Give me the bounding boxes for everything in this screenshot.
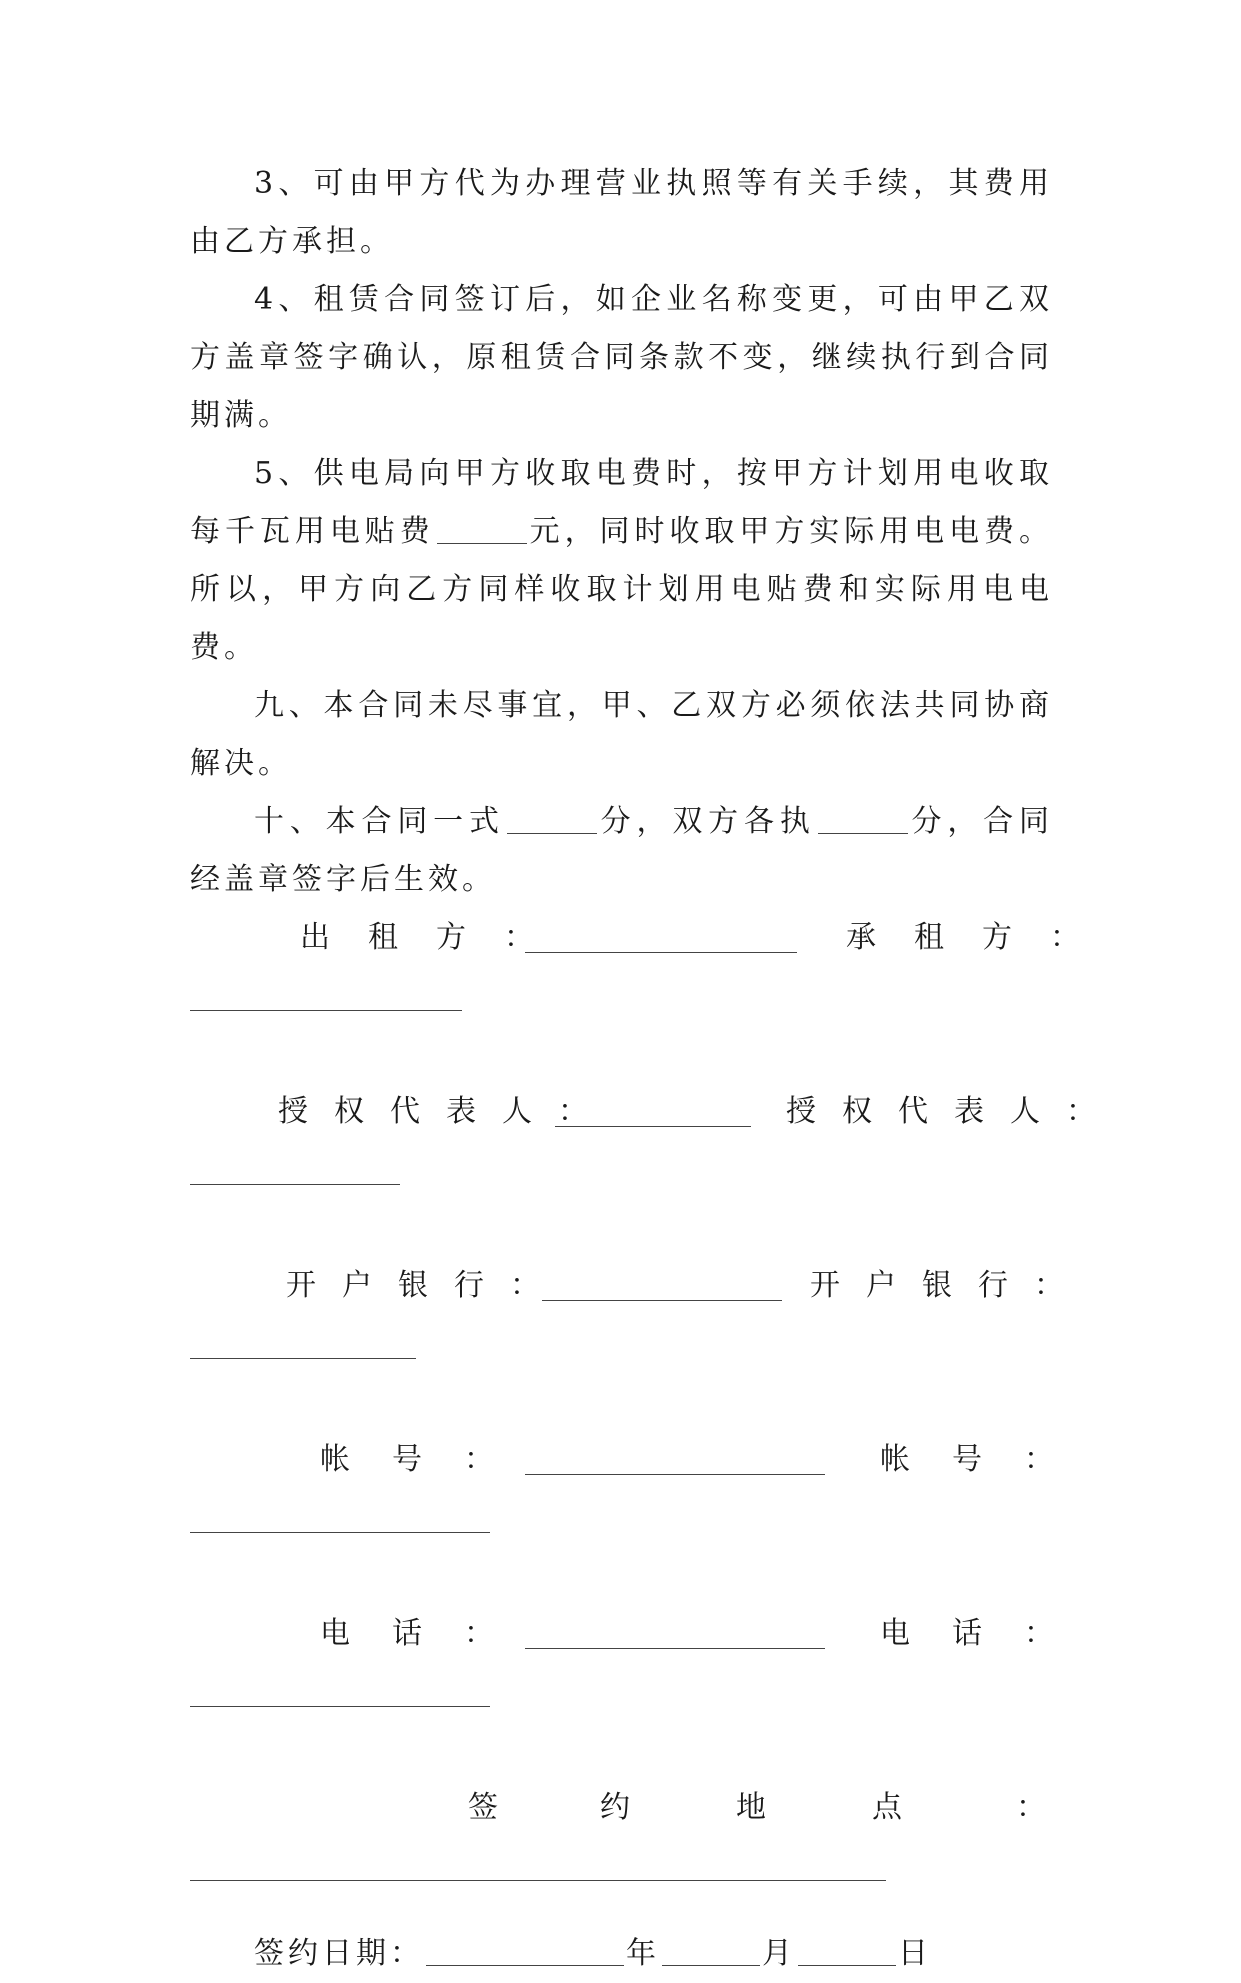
bank-right-line [190, 1357, 416, 1359]
rep-left-line [555, 1125, 751, 1127]
copies-each-blank [818, 803, 908, 834]
lessee-line-row [190, 967, 1053, 1025]
clause-5 [190, 445, 1053, 677]
account-left-label: 帐号： [320, 1442, 536, 1477]
phone-row [190, 1605, 1096, 1663]
clause-4: 4、租赁合同签订后，如企业名称变更，可由甲乙双方盖章签字确认，原租赁合同条款不变，继续执行到合同期满。 [190, 282, 1053, 433]
bank-right-line-row [190, 1315, 1053, 1373]
rep-right-line [190, 1183, 400, 1185]
bank-left-label: 开户银行： [286, 1268, 566, 1303]
account-right-line [190, 1531, 490, 1533]
clause-5-text-a: 5、供电局向甲方收取电费时，按甲方计划用电收取每千瓦用电贴费 [190, 456, 1053, 549]
bank-left-line [542, 1299, 782, 1301]
clause-10-text-a: 十、本合同一式 [254, 804, 505, 839]
phone-right-line-row [190, 1663, 1053, 1721]
clause-3: 3、可由甲方代为办理营业执照等有关手续，其费用由乙方承担。 [190, 166, 1053, 259]
rep-right-line-row [190, 1141, 1053, 1199]
signing-date-row [190, 1925, 1053, 1983]
lessee-line [190, 1009, 462, 1011]
signing-date-label: 签约日期： [254, 1936, 424, 1971]
clause-10-text-b: 分，双方各执 [598, 804, 816, 839]
phone-right-line [190, 1705, 490, 1707]
clause-10-text-c: 分，合同经盖章签字后生效。 [190, 804, 1054, 897]
signing-place-row [190, 1779, 1053, 1837]
clause-5-text-b: 元，同时收取甲方实际用电电费。所以，甲方向乙方同样收取计划用电贴费和实际用电电费。 [190, 514, 1054, 665]
account-right-label: 帐号： [880, 1442, 1096, 1477]
place-char-1: 签 [468, 1790, 502, 1825]
signing-place-line [190, 1879, 886, 1881]
year-blank [426, 1935, 624, 1966]
lessee-label: 承租方： [846, 920, 1118, 955]
copies-total-blank [507, 803, 597, 834]
contract-body [190, 155, 1122, 1983]
place-char-4: 点 [872, 1790, 906, 1825]
year-label: 年 [626, 1936, 660, 1971]
signing-place-line-row [190, 1837, 1053, 1895]
clause-10 [190, 793, 1053, 909]
lessor-label: 出租方： [300, 920, 572, 955]
account-row [190, 1431, 1096, 1489]
day-blank [798, 1935, 896, 1966]
bank-row [190, 1257, 1090, 1315]
lessor-line [525, 951, 797, 953]
month-blank [662, 1935, 760, 1966]
fee-blank [437, 513, 527, 544]
lessor-row [190, 909, 1118, 967]
bank-right-label: 开户银行： [810, 1268, 1090, 1303]
rep-row [190, 1083, 1122, 1141]
clause-9: 九、本合同未尽事宜，甲、乙双方必须依法共同协商解决。 [190, 688, 1053, 781]
day-label: 日 [898, 1936, 932, 1971]
phone-left-label: 电话： [320, 1616, 536, 1651]
place-char-3: 地 [736, 1790, 770, 1825]
rep-right-label: 授权代表人： [786, 1094, 1122, 1129]
month-label: 月 [762, 1936, 796, 1971]
place-char-5: ： [1016, 1790, 1050, 1825]
phone-left-line [525, 1647, 825, 1649]
phone-right-label: 电话： [880, 1616, 1096, 1651]
account-right-line-row [190, 1489, 1053, 1547]
place-char-2: 约 [600, 1790, 634, 1825]
account-left-line [525, 1473, 825, 1475]
rep-left-label: 授权代表人： [278, 1094, 614, 1129]
